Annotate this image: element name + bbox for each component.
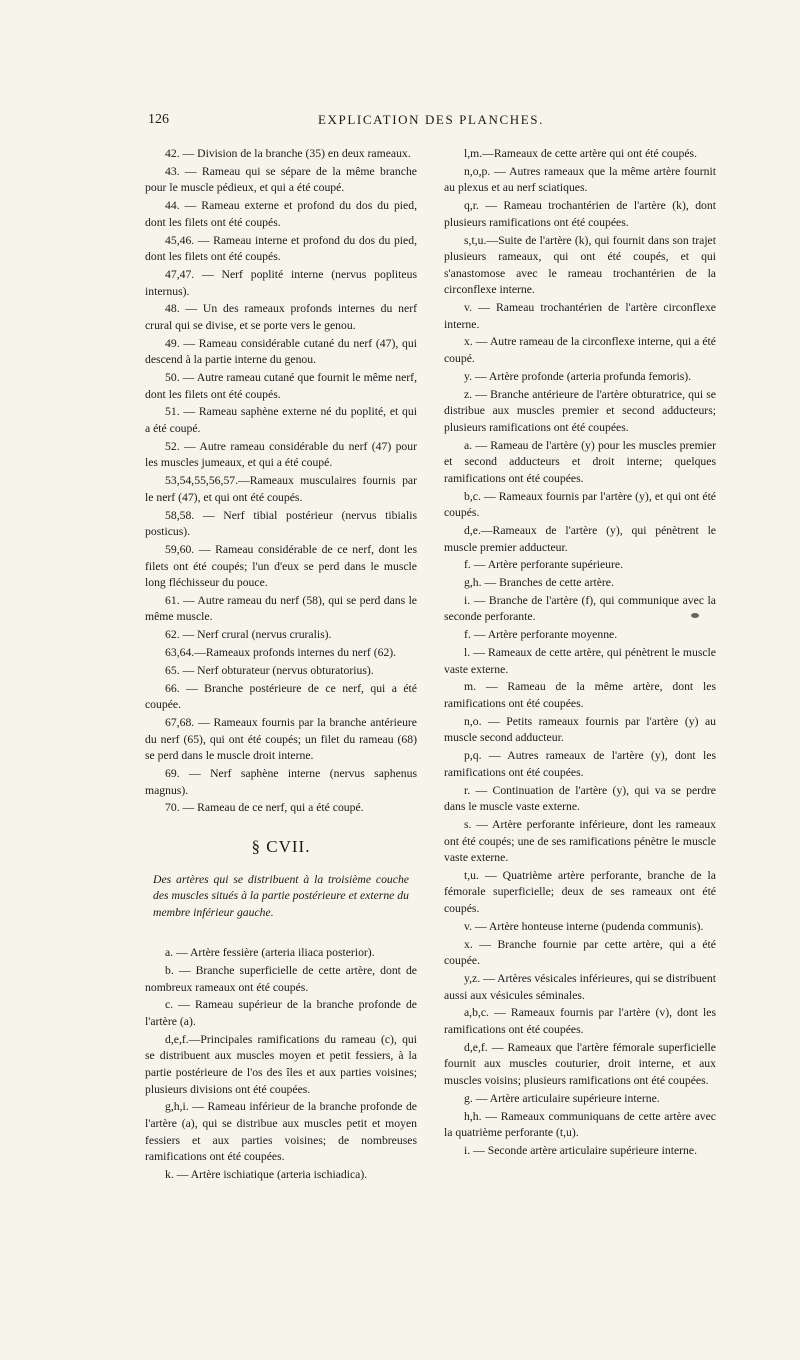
- legend-entry: 66. — Branche postérieure de ce nerf, qui a été coupée.: [145, 681, 417, 712]
- section-subtitle: Des artères qui se distribuent à la troisième couche des muscles situés à la partie postérieure et externe du membre inférieur gauche.: [153, 872, 409, 919]
- legend-entry: a. — Rameau de l'artère (y) pour les muscles premier et second adducteurs et droit interne; quelques ramifications ont été coupées.: [444, 438, 716, 485]
- legend-entry: 49. — Rameau considérable cutané du nerf (47), qui descend à la partie interne du genou.: [145, 336, 417, 367]
- legend-entry: 67,68. — Rameaux fournis par la branche antérieure du nerf (65), qui ont été coupés; un filet du rameau (68) se perd dans le muscle droit interne.: [145, 715, 417, 763]
- legend-entry: m. — Rameau de la même artère, dont les ramifications ont été coupées.: [444, 680, 716, 710]
- legend-entry: i. — Seconde artère articulaire supérieure interne.: [464, 1143, 697, 1157]
- legend-entry: k. — Artère ischiatique (arteria ischiadica).: [165, 1167, 368, 1181]
- legend-entry: 53,54,55,56,57.—Rameaux musculaires fournis par le nerf (47), et qui ont été coupés.: [145, 474, 417, 504]
- right-entries: [444, 146, 716, 1159]
- right-column: [444, 146, 716, 1161]
- ink-stain: [691, 613, 699, 618]
- legend-entry: 69. — Nerf saphène interne (nervus saphenus magnus).: [145, 766, 417, 797]
- legend-entry: 45,46. — Rameau interne et profond du dos du pied, dont les filets ont été coupés.: [145, 233, 417, 264]
- legend-entry: n,o. — Petits rameaux fournis par l'artère (y) au muscle second adducteur.: [444, 714, 716, 745]
- legend-entry: l. — Rameaux de cette artère, qui pénètrent le muscle vaste externe.: [444, 646, 716, 676]
- legend-entry: a. — Artère fessière (arteria iliaca posterior).: [165, 946, 375, 960]
- legend-entry: 44. — Rameau externe et profond du dos du pied, dont les filets ont été coupés.: [145, 199, 417, 229]
- left-entries-top: [145, 146, 417, 817]
- legend-entry: b,c. — Rameaux fournis par l'artère (y), et qui ont été coupés.: [444, 489, 716, 520]
- left-column: [145, 146, 417, 1185]
- legend-entry: d,e,f. — Rameaux que l'artère fémorale superficielle fournit aux muscles couturier, droit interne, et aux muscles voisins; plusieurs ramifications ont été coupées.: [444, 1040, 716, 1087]
- legend-entry: z. — Branche antérieure de l'artère obturatrice, qui se distribue aux muscles premier et second adducteurs; plusieurs ramifications ont été coupées.: [444, 387, 716, 434]
- legend-entry: y,z. — Artères vésicales inférieures, qui se distribuent aussi aux vésicules séminales.: [444, 972, 716, 1002]
- page-header: [148, 112, 708, 136]
- legend-entry: d,e,f.—Principales ramifications du rameau (c), qui se distribuent aux muscles moyen et petit fessiers, à la partie postérieure de l'os des îles et aux parties voisines; plusieurs divisions ont été coupées.: [145, 1032, 417, 1096]
- legend-entry: 52. — Autre rameau considérable du nerf (47) pour les muscles jumeaux, et qui a été coupé.: [145, 439, 417, 470]
- legend-entry: 47,47. — Nerf poplité interne (nervus popliteus internus).: [145, 267, 417, 298]
- legend-entry: c. — Rameau supérieur de la branche profonde de l'artère (a).: [145, 998, 417, 1029]
- legend-entry: d,e.—Rameaux de l'artère (y), qui pénètrent le muscle premier adducteur.: [444, 523, 716, 554]
- legend-entry: v. — Artère honteuse interne (pudenda communis).: [464, 919, 704, 933]
- legend-entry: 62. — Nerf crural (nervus cruralis).: [165, 628, 332, 642]
- legend-entry: r. — Continuation de l'artère (y), qui va se perdre dans le muscle vaste externe.: [444, 783, 716, 814]
- legend-entry: g. — Artère articulaire supérieure interne.: [464, 1091, 660, 1105]
- legend-entry: 58,58. — Nerf tibial postérieur (nervus tibialis posticus).: [145, 508, 417, 539]
- legend-entry: v. — Rameau trochantérien de l'artère circonflexe interne.: [444, 301, 716, 331]
- section-heading: § CVII.: [251, 836, 311, 856]
- legend-entry: 65. — Nerf obturateur (nervus obturatorius).: [165, 663, 374, 677]
- running-title: EXPLICATION DES PLANCHES.: [318, 112, 544, 127]
- legend-entry: x. — Autre rameau de la circonflexe interne, qui a été coupé.: [444, 335, 716, 366]
- legend-entry: 59,60. — Rameau considérable de ce nerf, dont les filets ont été coupés; l'un d'eux se perd dans le muscle long fléchisseur du pouce.: [145, 542, 417, 590]
- left-entries-bottom: [145, 945, 417, 1183]
- legend-entry: 43. — Rameau qui se sépare de la même branche pour le muscle pédieux, et qui a été coupé.: [145, 164, 417, 195]
- legend-entry: b. — Branche superficielle de cette artère, dont de nombreux rameaux ont été coupés.: [145, 964, 417, 994]
- legend-entry: i. — Branche de l'artère (f), qui communique avec la seconde perforante.: [444, 593, 716, 624]
- legend-entry: 70. — Rameau de ce nerf, qui a été coupé.: [165, 801, 364, 815]
- legend-entry: h,h. — Rameaux communiquans de cette artère avec la quatrième perforante (t,u).: [444, 1109, 716, 1140]
- legend-entry: g,h,i. — Rameau inférieur de la branche profonde de l'artère (a), qui se distribue aux muscles petit et moyen fessiers et aux parties voisines; de nombreuses ramifications ont été coupées.: [145, 1100, 417, 1164]
- legend-entry: 42. — Division de la branche (35) en deux rameaux.: [165, 147, 411, 160]
- legend-entry: s. — Artère perforante inférieure, dont les rameaux ont été coupés; une de ses ramifications pénètre le muscle vaste externe.: [444, 817, 716, 865]
- legend-entry: f. — Artère perforante supérieure.: [464, 558, 624, 572]
- legend-entry: g,h. — Branches de cette artère.: [464, 576, 614, 590]
- legend-entry: a,b,c. — Rameaux fournis par l'artère (v), dont les ramifications ont été coupées.: [444, 1006, 716, 1036]
- legend-entry: p,q. — Autres rameaux de l'artère (y), dont les ramifications ont été coupées.: [444, 749, 716, 779]
- legend-entry: 51. — Rameau saphène externe né du poplité, et qui a été coupé.: [145, 405, 417, 435]
- legend-entry: t,u. — Quatrième artère perforante, branche de la fémorale superficielle; deux de ses rameaux ont été coupés.: [444, 868, 716, 916]
- legend-entry: x. — Branche fournie par cette artère, qui a été coupée.: [444, 937, 716, 968]
- legend-entry: 50. — Autre rameau cutané que fournit le même nerf, dont les filets ont été coupés.: [145, 371, 417, 401]
- page-number: 126: [148, 112, 169, 127]
- legend-entry: l,m.—Rameaux de cette artère qui ont été coupés.: [464, 147, 698, 160]
- legend-entry: n,o,p. — Autres rameaux que la même artère fournit au plexus et au nerf sciatiques.: [444, 164, 716, 195]
- legend-entry: 48. — Un des rameaux profonds internes du nerf crural qui se divise, et se porte vers le genou.: [145, 302, 417, 332]
- legend-entry: 61. — Autre rameau du nerf (58), qui se perd dans le même muscle.: [145, 593, 417, 624]
- legend-entry: f. — Artère perforante moyenne.: [464, 628, 618, 642]
- legend-entry: s,t,u.—Suite de l'artère (k), qui fournit dans son trajet plusieurs rameaux, qui ont été coupés, et qui s'anastomose avec le rameau trochantérien de la circonflexe interne.: [444, 233, 716, 297]
- legend-entry: q,r. — Rameau trochantérien de l'artère (k), dont plusieurs ramifications ont été coupées.: [444, 199, 716, 229]
- legend-entry: 63,64.—Rameaux profonds internes du nerf (62).: [165, 646, 397, 660]
- legend-entry: y. — Artère profonde (arteria profunda femoris).: [464, 369, 692, 383]
